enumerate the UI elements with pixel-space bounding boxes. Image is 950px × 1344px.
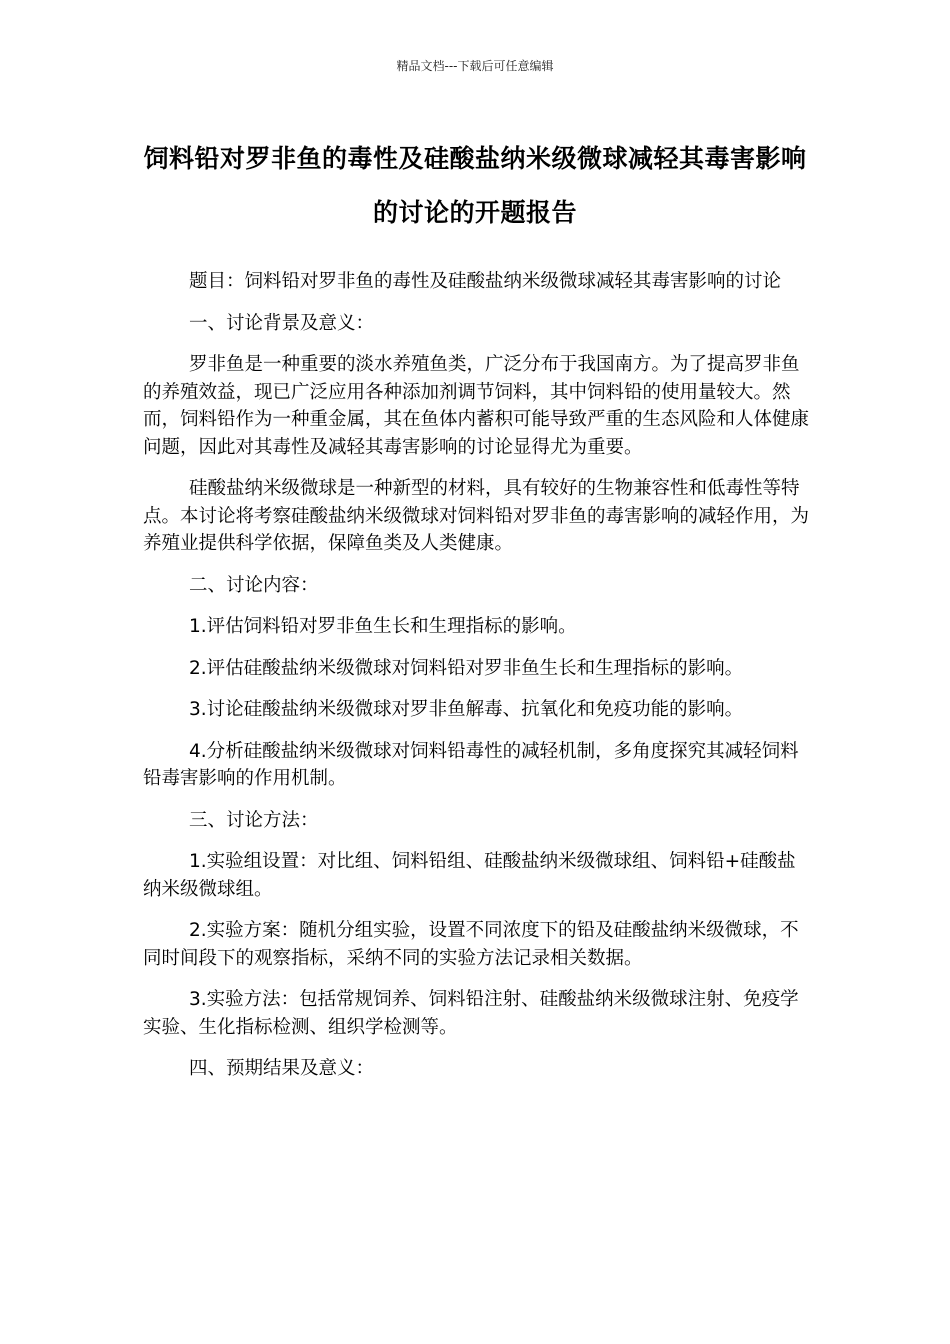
section-heading: 三、讨论方法：: [189, 809, 319, 831]
list-item: 1.评估饲料铅对罗非鱼生长和生理指标的影响。: [189, 616, 577, 637]
list-item: 2.实验方案：随机分组实验，设置不同浓度下的铅及硅酸盐纳米级微球，不同时间段下的观察指标，采纳不同的实验方法记录相关数据。: [143, 920, 799, 969]
list-item: 3.讨论硅酸盐纳米级微球对罗非鱼解毒、抗氧化和免疫功能的影响。: [189, 699, 744, 720]
list-item: 1.实验组设置：对比组、饲料铅组、硅酸盐纳米级微球组、饲料铅+硅酸盐纳米级微球组。: [143, 851, 796, 900]
paragraph: 罗非鱼是一种重要的淡水养殖鱼类，广泛分布于我国南方。为了提高罗非鱼的养殖效益，现已广泛应用各种添加剂调节饲料，其中饲料铅的使用量较大。然而，饲料铅作为一种重金属，其在鱼体内蓄积可能导致严重的生态风险和人体健康问题，因此对其毒性及减轻其毒害影响的讨论显得尤为重要。: [143, 354, 810, 458]
list-item: 4.分析硅酸盐纳米级微球对饲料铅毒性的减轻机制，多角度探究其减轻饲料铅毒害影响的作用机制。: [143, 740, 799, 789]
section-heading: 二、讨论内容：: [189, 574, 319, 596]
document-title: 饲料铅对罗非鱼的毒性及硅酸盐纳米级微球减轻其毒害影响的讨论的开题报告: [143, 144, 807, 227]
paragraph-topic: 题目：饲料铅对罗非鱼的毒性及硅酸盐纳米级微球减轻其毒害影响的讨论: [189, 271, 782, 292]
list-item: 3.实验方法：包括常规饲养、饲料铅注射、硅酸盐纳米级微球注射、免疫学实验、生化指标检测、组织学检测等。: [143, 989, 799, 1038]
document-body: [143, 268, 813, 1097]
paragraph: 硅酸盐纳米级微球是一种新型的材料，具有较好的生物兼容性和低毒性等特点。本讨论将考察硅酸盐纳米级微球对饲料铅对罗非鱼的毒害影响的减轻作用，为养殖业提供科学依据，保障鱼类及人类健康。: [143, 478, 810, 554]
section-heading: 一、讨论背景及意义：: [189, 312, 375, 334]
list-item: 2.评估硅酸盐纳米级微球对饲料铅对罗非鱼生长和生理指标的影响。: [189, 657, 744, 679]
page-header: 精品文档---下载后可任意编辑: [396, 59, 554, 73]
section-heading: 四、预期结果及意义：: [189, 1058, 375, 1079]
